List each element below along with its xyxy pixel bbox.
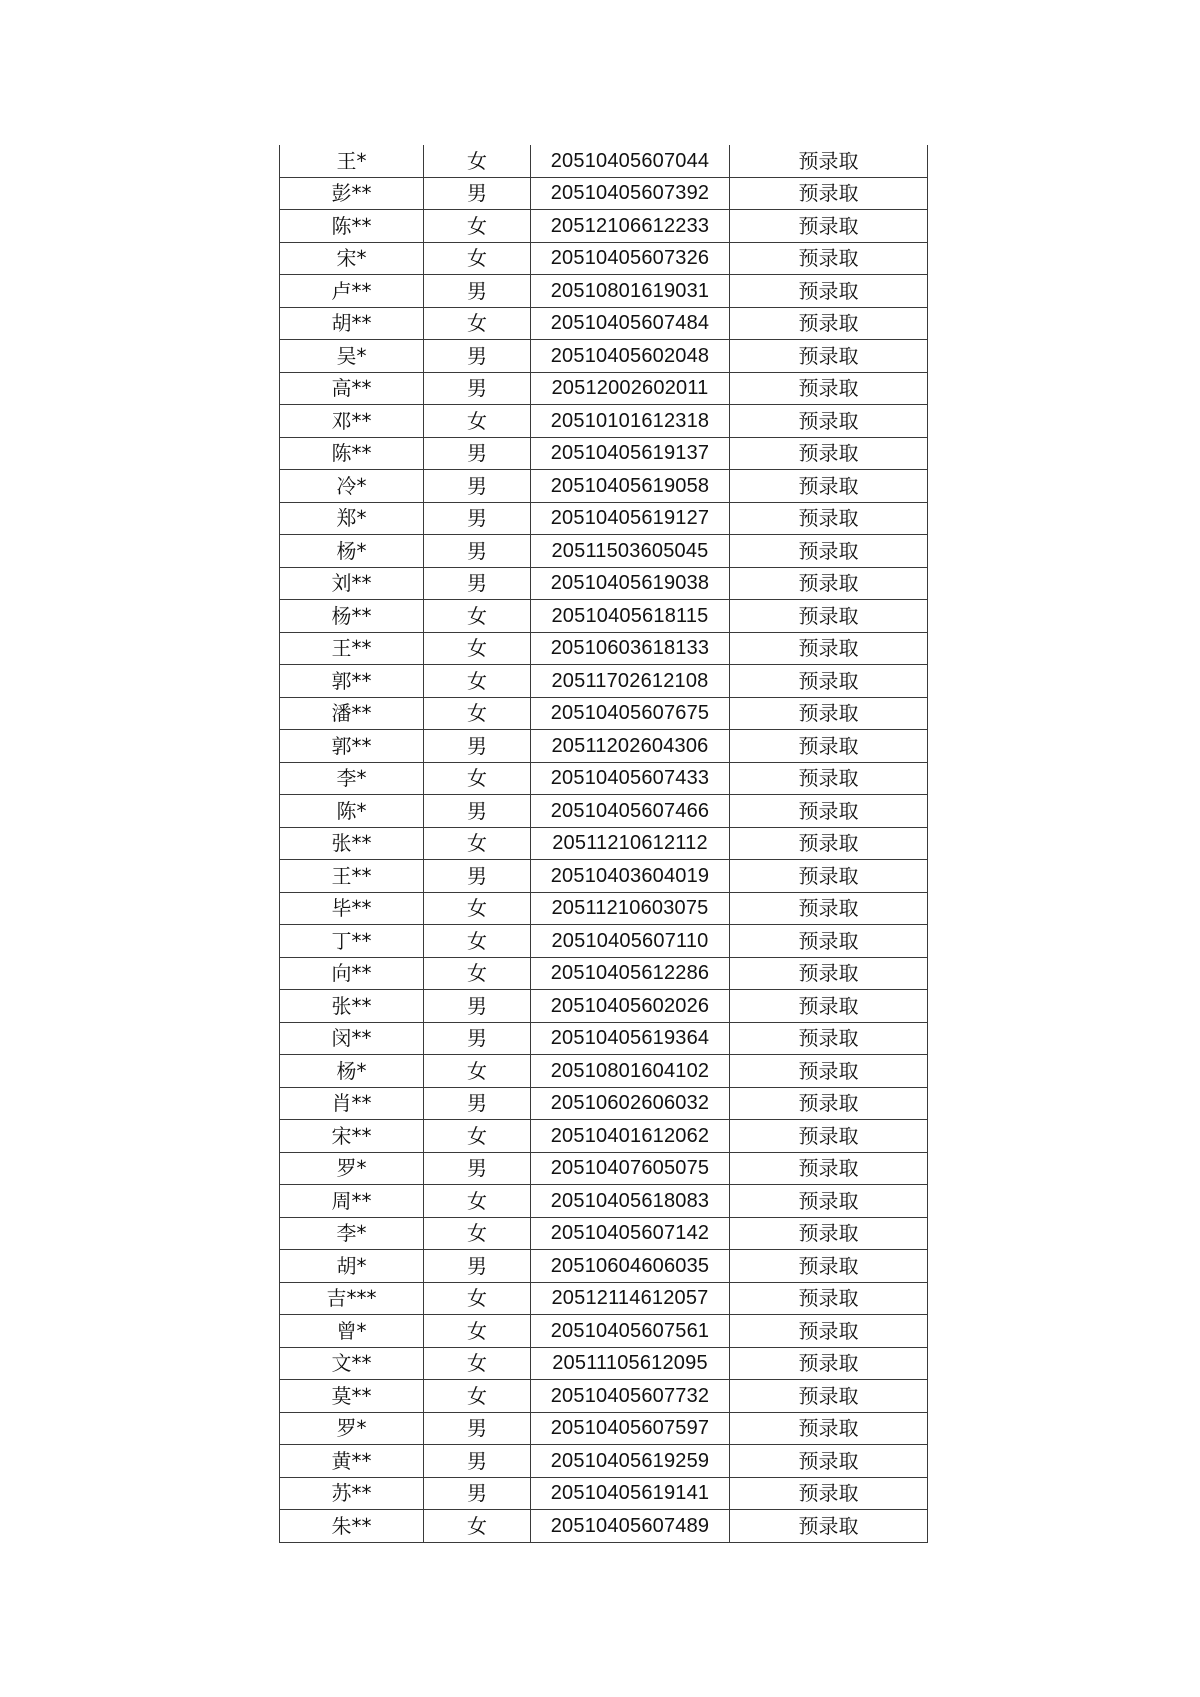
student-name-cell: 文**	[280, 1347, 424, 1380]
table-row	[280, 632, 928, 665]
admission-status-cell: 预录取	[730, 1445, 928, 1478]
student-name-cell: 陈**	[280, 437, 424, 470]
admission-status-cell: 预录取	[730, 632, 928, 665]
admission-status-cell: 预录取	[730, 177, 928, 210]
exam-number-cell: 20512106612233	[531, 210, 730, 243]
table-row	[280, 1250, 928, 1283]
table-row	[280, 795, 928, 828]
admission-status-cell: 预录取	[730, 567, 928, 600]
exam-number-cell: 20510405618083	[531, 1185, 730, 1218]
gender-cell: 男	[424, 340, 531, 373]
student-name-cell: 曾*	[280, 1315, 424, 1348]
exam-number-cell: 20510405607326	[531, 242, 730, 275]
exam-number-cell: 20510405607142	[531, 1217, 730, 1250]
table-row	[280, 1120, 928, 1153]
admission-status-cell: 预录取	[730, 1315, 928, 1348]
admission-status-cell: 预录取	[730, 1022, 928, 1055]
admission-table-body	[280, 145, 928, 1542]
gender-cell: 男	[424, 990, 531, 1023]
table-row	[280, 242, 928, 275]
admission-status-cell: 预录取	[730, 762, 928, 795]
student-name-cell: 杨*	[280, 535, 424, 568]
gender-cell: 女	[424, 1282, 531, 1315]
student-name-cell: 李*	[280, 1217, 424, 1250]
exam-number-cell: 20510405607489	[531, 1510, 730, 1543]
student-name-cell: 苏**	[280, 1477, 424, 1510]
student-name-cell: 李*	[280, 762, 424, 795]
admission-status-cell: 预录取	[730, 1477, 928, 1510]
exam-number-cell: 20511210603075	[531, 892, 730, 925]
gender-cell: 男	[424, 437, 531, 470]
exam-number-cell: 20510403604019	[531, 860, 730, 893]
admission-status-cell: 预录取	[730, 1087, 928, 1120]
student-name-cell: 黄**	[280, 1445, 424, 1478]
admission-status-cell: 预录取	[730, 925, 928, 958]
exam-number-cell: 20511503605045	[531, 535, 730, 568]
student-name-cell: 杨**	[280, 600, 424, 633]
exam-number-cell: 20510405607597	[531, 1412, 730, 1445]
admission-status-cell: 预录取	[730, 372, 928, 405]
admission-status-cell: 预录取	[730, 1120, 928, 1153]
table-row	[280, 1087, 928, 1120]
exam-number-cell: 20510405607561	[531, 1315, 730, 1348]
admission-status-cell: 预录取	[730, 697, 928, 730]
admission-status-cell: 预录取	[730, 795, 928, 828]
admission-status-cell: 预录取	[730, 535, 928, 568]
table-row	[280, 145, 928, 177]
gender-cell: 女	[424, 1120, 531, 1153]
table-row	[280, 1347, 928, 1380]
admission-status-cell: 预录取	[730, 1380, 928, 1413]
exam-number-cell: 20510405619058	[531, 470, 730, 503]
admission-status-cell: 预录取	[730, 502, 928, 535]
table-row	[280, 535, 928, 568]
table-row	[280, 730, 928, 763]
student-name-cell: 王*	[280, 145, 424, 177]
gender-cell: 男	[424, 730, 531, 763]
gender-cell: 女	[424, 957, 531, 990]
table-row	[280, 437, 928, 470]
student-name-cell: 陈**	[280, 210, 424, 243]
exam-number-cell: 20510405619137	[531, 437, 730, 470]
exam-number-cell: 20510405619127	[531, 502, 730, 535]
exam-number-cell: 20510603618133	[531, 632, 730, 665]
admission-status-cell: 预录取	[730, 437, 928, 470]
exam-number-cell: 20510405607110	[531, 925, 730, 958]
exam-number-cell: 20510405607484	[531, 307, 730, 340]
student-name-cell: 吉***	[280, 1282, 424, 1315]
student-name-cell: 吴*	[280, 340, 424, 373]
student-name-cell: 闵**	[280, 1022, 424, 1055]
gender-cell: 男	[424, 177, 531, 210]
admission-status-cell: 预录取	[730, 1055, 928, 1088]
table-row	[280, 1055, 928, 1088]
admission-status-cell: 预录取	[730, 990, 928, 1023]
exam-number-cell: 20511202604306	[531, 730, 730, 763]
gender-cell: 女	[424, 762, 531, 795]
admission-status-cell: 预录取	[730, 1185, 928, 1218]
admission-status-cell: 预录取	[730, 145, 928, 177]
table-row	[280, 1217, 928, 1250]
table-row	[280, 957, 928, 990]
exam-number-cell: 20511105612095	[531, 1347, 730, 1380]
student-name-cell: 宋**	[280, 1120, 424, 1153]
student-name-cell: 胡**	[280, 307, 424, 340]
table-row	[280, 925, 928, 958]
table-row	[280, 1022, 928, 1055]
student-name-cell: 高**	[280, 372, 424, 405]
admission-status-cell: 预录取	[730, 730, 928, 763]
gender-cell: 女	[424, 145, 531, 177]
exam-number-cell: 20510405607392	[531, 177, 730, 210]
table-row	[280, 1477, 928, 1510]
admission-status-cell: 预录取	[730, 470, 928, 503]
student-name-cell: 潘**	[280, 697, 424, 730]
gender-cell: 女	[424, 632, 531, 665]
gender-cell: 女	[424, 1510, 531, 1543]
student-name-cell: 郑*	[280, 502, 424, 535]
student-name-cell: 张**	[280, 827, 424, 860]
table-row	[280, 405, 928, 438]
gender-cell: 女	[424, 827, 531, 860]
gender-cell: 女	[424, 1347, 531, 1380]
student-name-cell: 丁**	[280, 925, 424, 958]
exam-number-cell: 20510405619364	[531, 1022, 730, 1055]
student-name-cell: 莫**	[280, 1380, 424, 1413]
table-row	[280, 307, 928, 340]
table-row	[280, 1152, 928, 1185]
exam-number-cell: 20510405607044	[531, 145, 730, 177]
gender-cell: 男	[424, 1445, 531, 1478]
table-row	[280, 665, 928, 698]
gender-cell: 男	[424, 1022, 531, 1055]
student-name-cell: 罗*	[280, 1412, 424, 1445]
exam-number-cell: 20510405607732	[531, 1380, 730, 1413]
exam-number-cell: 20510101612318	[531, 405, 730, 438]
student-name-cell: 张**	[280, 990, 424, 1023]
exam-number-cell: 20510401612062	[531, 1120, 730, 1153]
student-name-cell: 刘**	[280, 567, 424, 600]
exam-number-cell: 20512114612057	[531, 1282, 730, 1315]
admission-status-cell: 预录取	[730, 1152, 928, 1185]
exam-number-cell: 20510405607466	[531, 795, 730, 828]
gender-cell: 男	[424, 1477, 531, 1510]
gender-cell: 男	[424, 502, 531, 535]
exam-number-cell: 20510405618115	[531, 600, 730, 633]
gender-cell: 女	[424, 242, 531, 275]
student-name-cell: 毕**	[280, 892, 424, 925]
student-name-cell: 向**	[280, 957, 424, 990]
gender-cell: 男	[424, 795, 531, 828]
table-row	[280, 762, 928, 795]
table-row	[280, 1282, 928, 1315]
gender-cell: 男	[424, 372, 531, 405]
admission-status-cell: 预录取	[730, 827, 928, 860]
admission-status-cell: 预录取	[730, 405, 928, 438]
exam-number-cell: 20510407605075	[531, 1152, 730, 1185]
gender-cell: 男	[424, 1412, 531, 1445]
table-row	[280, 990, 928, 1023]
table-row	[280, 470, 928, 503]
student-name-cell: 朱**	[280, 1510, 424, 1543]
gender-cell: 女	[424, 307, 531, 340]
admission-status-cell: 预录取	[730, 1412, 928, 1445]
table-row	[280, 1445, 928, 1478]
gender-cell: 女	[424, 210, 531, 243]
exam-number-cell: 20510405607675	[531, 697, 730, 730]
student-name-cell: 周**	[280, 1185, 424, 1218]
exam-number-cell: 20510405607433	[531, 762, 730, 795]
gender-cell: 女	[424, 405, 531, 438]
table-row	[280, 1380, 928, 1413]
gender-cell: 男	[424, 535, 531, 568]
admission-status-cell: 预录取	[730, 1282, 928, 1315]
exam-number-cell: 20510405602048	[531, 340, 730, 373]
table-row	[280, 177, 928, 210]
gender-cell: 男	[424, 567, 531, 600]
gender-cell: 男	[424, 860, 531, 893]
table-row	[280, 210, 928, 243]
student-name-cell: 王**	[280, 860, 424, 893]
gender-cell: 女	[424, 1380, 531, 1413]
admission-status-cell: 预录取	[730, 665, 928, 698]
gender-cell: 女	[424, 697, 531, 730]
admission-status-cell: 预录取	[730, 1510, 928, 1543]
table-row	[280, 892, 928, 925]
gender-cell: 女	[424, 600, 531, 633]
student-name-cell: 罗*	[280, 1152, 424, 1185]
exam-number-cell: 20510405619038	[531, 567, 730, 600]
admission-table	[279, 145, 928, 1543]
table-row	[280, 600, 928, 633]
gender-cell: 女	[424, 1185, 531, 1218]
exam-number-cell: 20511702612108	[531, 665, 730, 698]
gender-cell: 男	[424, 275, 531, 308]
table-row	[280, 372, 928, 405]
student-name-cell: 肖**	[280, 1087, 424, 1120]
exam-number-cell: 20510405612286	[531, 957, 730, 990]
admission-status-cell: 预录取	[730, 1347, 928, 1380]
student-name-cell: 胡*	[280, 1250, 424, 1283]
student-name-cell: 邓**	[280, 405, 424, 438]
admission-status-cell: 预录取	[730, 1217, 928, 1250]
student-name-cell: 冷*	[280, 470, 424, 503]
exam-number-cell: 20510801619031	[531, 275, 730, 308]
table-row	[280, 1315, 928, 1348]
exam-number-cell: 20510405602026	[531, 990, 730, 1023]
gender-cell: 女	[424, 1055, 531, 1088]
admission-status-cell: 预录取	[730, 307, 928, 340]
gender-cell: 女	[424, 665, 531, 698]
student-name-cell: 陈*	[280, 795, 424, 828]
admission-status-cell: 预录取	[730, 892, 928, 925]
student-name-cell: 宋*	[280, 242, 424, 275]
admission-status-cell: 预录取	[730, 600, 928, 633]
exam-number-cell: 20510405619259	[531, 1445, 730, 1478]
table-row	[280, 567, 928, 600]
gender-cell: 女	[424, 892, 531, 925]
admission-status-cell: 预录取	[730, 1250, 928, 1283]
student-name-cell: 郭**	[280, 730, 424, 763]
exam-number-cell: 20510405619141	[531, 1477, 730, 1510]
table-row	[280, 275, 928, 308]
admission-status-cell: 预录取	[730, 242, 928, 275]
student-name-cell: 卢**	[280, 275, 424, 308]
gender-cell: 男	[424, 1250, 531, 1283]
exam-number-cell: 20511210612112	[531, 827, 730, 860]
admission-status-cell: 预录取	[730, 860, 928, 893]
gender-cell: 女	[424, 1217, 531, 1250]
table-row	[280, 1412, 928, 1445]
exam-number-cell: 20512002602011	[531, 372, 730, 405]
admission-status-cell: 预录取	[730, 210, 928, 243]
student-name-cell: 王**	[280, 632, 424, 665]
table-row	[280, 860, 928, 893]
admission-status-cell: 预录取	[730, 957, 928, 990]
table-row	[280, 340, 928, 373]
student-name-cell: 杨*	[280, 1055, 424, 1088]
gender-cell: 男	[424, 1087, 531, 1120]
table-row	[280, 827, 928, 860]
admission-status-cell: 预录取	[730, 340, 928, 373]
exam-number-cell: 20510604606035	[531, 1250, 730, 1283]
table-row	[280, 502, 928, 535]
gender-cell: 男	[424, 1152, 531, 1185]
table-row	[280, 697, 928, 730]
student-name-cell: 彭**	[280, 177, 424, 210]
table-row	[280, 1185, 928, 1218]
gender-cell: 女	[424, 925, 531, 958]
exam-number-cell: 20510801604102	[531, 1055, 730, 1088]
table-row	[280, 1510, 928, 1543]
admission-status-cell: 预录取	[730, 275, 928, 308]
exam-number-cell: 20510602606032	[531, 1087, 730, 1120]
gender-cell: 女	[424, 1315, 531, 1348]
student-name-cell: 郭**	[280, 665, 424, 698]
gender-cell: 男	[424, 470, 531, 503]
